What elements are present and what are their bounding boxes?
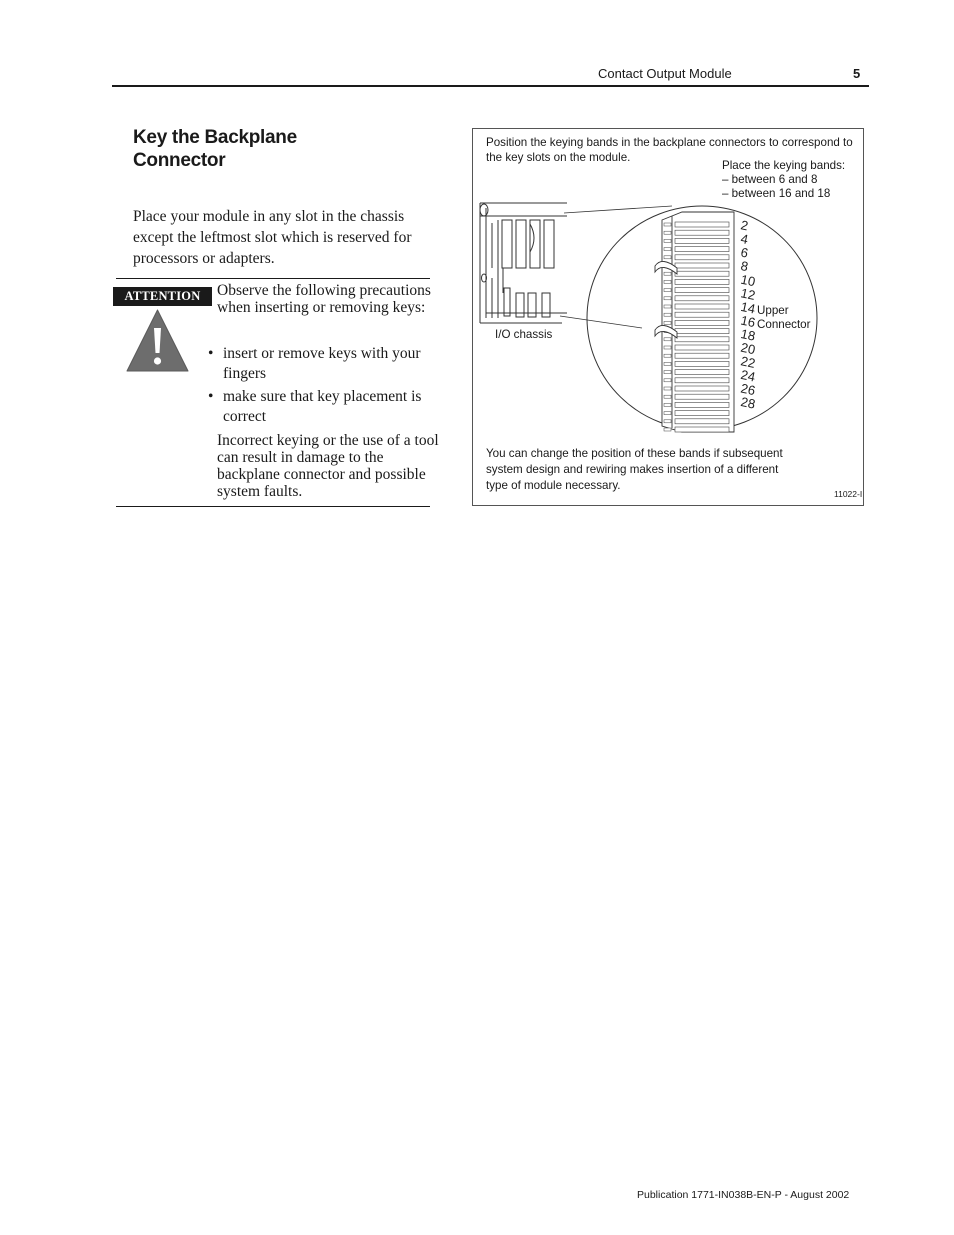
keying-note [722, 159, 862, 201]
connector-notch [664, 387, 671, 390]
connector-slot [675, 337, 729, 342]
pin-number: 26 [739, 380, 757, 399]
connector-slot [675, 230, 729, 235]
connector-notch [664, 395, 671, 398]
connector-slot [675, 312, 729, 317]
page-number: 5 [853, 66, 861, 81]
attention-rule-bottom [116, 506, 430, 507]
connector-slot [675, 402, 729, 407]
connector-notch [664, 362, 671, 365]
connector-notch [664, 289, 671, 292]
connector-notch [664, 297, 671, 300]
attention-label: ATTENTION [113, 287, 212, 306]
intro-paragraph: Place your module in any slot in the chassis except the leftmost slot which is reserved for processors or adapters. [133, 208, 412, 267]
connector-notch [664, 321, 671, 324]
pin-number: 16 [739, 312, 757, 331]
section-heading-line1: Key the Backplane [133, 127, 297, 148]
pin-number: 22 [739, 353, 757, 371]
connector-label [757, 304, 811, 332]
zoom-line-top [564, 206, 672, 213]
connector-label-line1: Upper [757, 304, 789, 317]
backplane-connector-drawing [655, 212, 734, 432]
connector-notch [664, 403, 671, 406]
figure-id: 11022-I [834, 489, 863, 499]
connector-slot [675, 222, 729, 227]
connector-notch [664, 272, 671, 275]
connector-notch [664, 256, 671, 259]
connector-slot [675, 279, 729, 284]
io-chassis-drawing [480, 203, 567, 323]
connector-notch [664, 223, 671, 226]
connector-slot [675, 345, 729, 350]
connector-slot [675, 427, 729, 432]
section-heading-line2: Connector [133, 150, 226, 171]
attention-rule-top [116, 278, 430, 279]
pin-number: 24 [739, 366, 757, 385]
footer-publication: Publication 1771-IN038B-EN-P - August 2002 [637, 1189, 850, 1201]
attention-bullet-text: insert or remove keys with your fingers [223, 345, 421, 382]
connector-notch [664, 346, 671, 349]
section-heading [133, 126, 297, 172]
pin-number: 12 [739, 285, 757, 303]
figure-caption-bottom: You can change the position of these bands if subsequent system design and rewiring makes insertion of a different type of module necessary. [486, 447, 783, 492]
keying-note-item: – between 16 and 18 [722, 187, 831, 200]
connector-slot [675, 271, 729, 276]
connector-notch [664, 371, 671, 374]
connector-slot [675, 247, 729, 252]
connector-notch [664, 420, 671, 423]
connector-slot [675, 238, 729, 243]
connector-notch [664, 338, 671, 341]
attention-bullet [208, 387, 438, 427]
connector-notch [664, 354, 671, 357]
header-title: Contact Output Module [598, 66, 732, 81]
connector-slot [675, 378, 729, 383]
pin-number: 28 [739, 394, 757, 412]
pin-number: 10 [739, 271, 757, 290]
pin-number-column [739, 217, 756, 411]
connector-slot [675, 361, 729, 366]
connector-notch [664, 248, 671, 251]
bullet-dot-icon: • [208, 388, 214, 405]
connector-notch [664, 231, 671, 234]
connector-notch [664, 313, 671, 316]
connector-slot [675, 353, 729, 358]
attention-bullet [208, 344, 438, 384]
connector-slot [675, 296, 729, 301]
connector-slot [675, 370, 729, 375]
connector-slot [675, 394, 729, 399]
connector-slot [675, 288, 729, 293]
pin-number: 2 [739, 217, 750, 234]
attention-bullet-text: make sure that key placement is correct [223, 388, 422, 425]
pin-number: 20 [739, 339, 757, 358]
zoom-line-bottom [560, 316, 642, 328]
connector-slot [675, 304, 729, 309]
connector-notch [664, 239, 671, 242]
connector-notch [664, 280, 671, 283]
warning-triangle-icon [125, 308, 190, 373]
connector-notch [664, 428, 671, 431]
attention-outro: Incorrect keying or the use of a tool can result in damage to the backplane connector and possible system faults. [217, 432, 439, 500]
connector-slot [675, 263, 729, 268]
connector-notch [664, 379, 671, 382]
figure-caption-top: Position the keying bands in the backplane connectors to correspond to the key slots on the module. [486, 136, 853, 164]
connector-slot [675, 320, 729, 325]
connector-slot [675, 386, 729, 391]
connector-slot [675, 419, 729, 424]
keying-note-item: – between 6 and 8 [722, 173, 818, 186]
chassis-label: I/O chassis [495, 328, 553, 341]
pin-number: 8 [739, 258, 750, 275]
connector-label-line2: Connector [757, 318, 811, 331]
pin-number: 14 [739, 298, 757, 317]
pin-number: 4 [739, 230, 750, 248]
pin-number: 18 [739, 326, 757, 344]
keying-note-title: Place the keying bands: [722, 159, 846, 172]
bullet-dot-icon: • [208, 345, 214, 362]
connector-slot [675, 411, 729, 416]
header-rule [112, 85, 869, 87]
attention-intro: Observe the following precautions when inserting or removing keys: [217, 282, 431, 316]
connector-slot [675, 329, 729, 334]
connector-slot [675, 255, 729, 260]
pin-number: 6 [739, 244, 750, 261]
connector-notch [664, 412, 671, 415]
connector-notch [664, 305, 671, 308]
